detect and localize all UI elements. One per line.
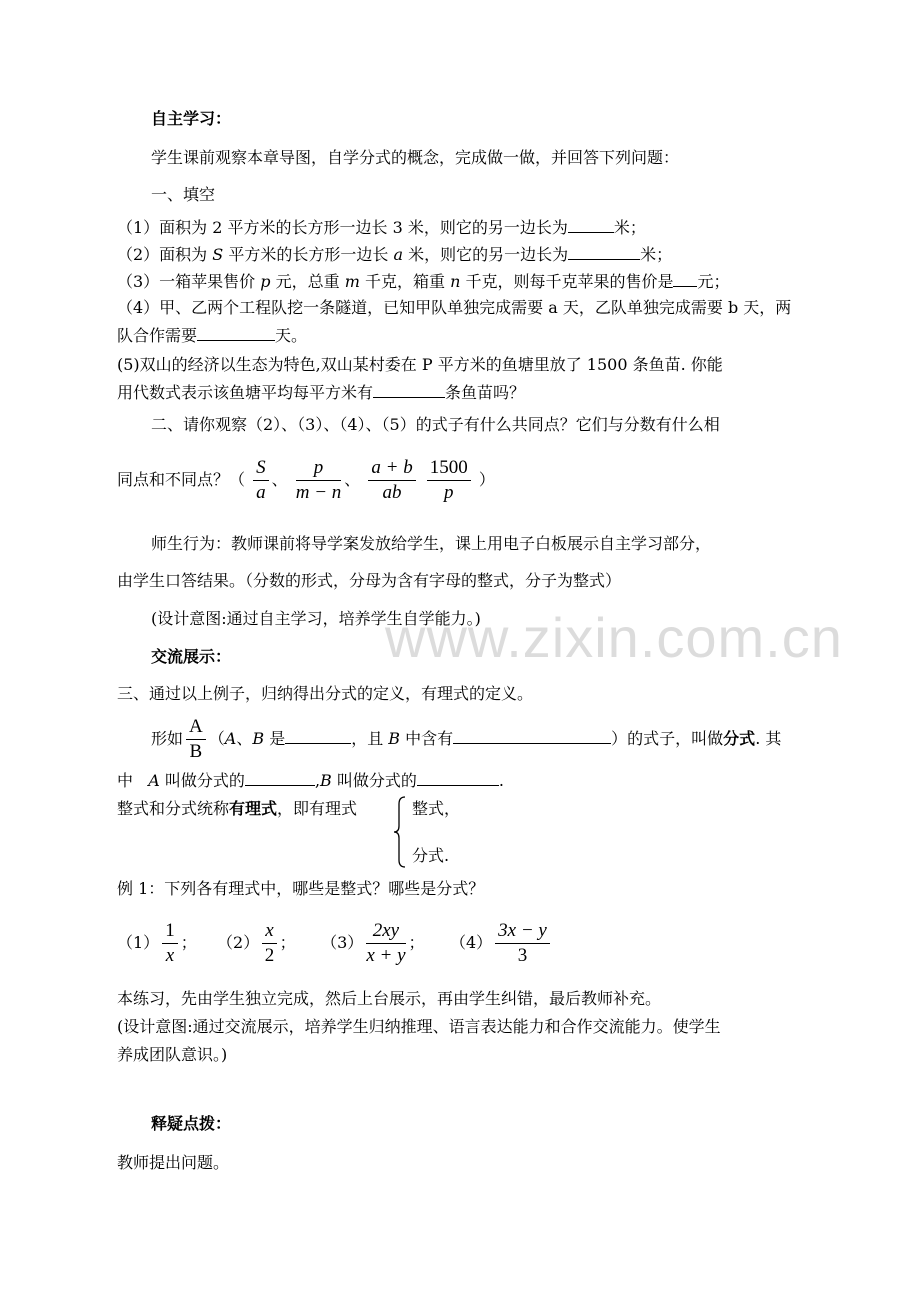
fraction-a-over-b: $\frac{A}{B}$	[186, 715, 206, 764]
question-4-line2: 队合作需要 天。	[117, 326, 308, 345]
part3-title: 三、通过以上例子，归纳得出分式的定义，有理式的定义。	[117, 684, 534, 703]
example-fraction-3: $\frac{2xy}{x + y}$	[366, 920, 406, 966]
rational-item-integral: 整式，	[412, 799, 461, 818]
watermark: www.zixin.com.cn	[385, 606, 843, 669]
fraction-1500-over-p: $\frac{1500}{p}$	[427, 456, 471, 505]
answer-blank[interactable]	[568, 243, 640, 260]
answer-blank[interactable]	[568, 216, 614, 233]
example-fraction-4: $\frac{3x - y}{3}$	[495, 919, 550, 968]
intro-text: 学生课前观察本章导图，自学分式的概念，完成做一做，并回答下列问题：	[151, 148, 680, 167]
behavior-line2: 由学生口答结果。（分数的形式，分母为含有字母的整式，分子为整式）	[117, 571, 622, 590]
question-5-line2: 用代数式表示该鱼塘平均每平方米有 条鱼苗吗？	[117, 383, 526, 402]
part2-line1: 二、请你观察（2）、（3）、（4）、（5）的式子有什么共同点？它们与分数有什么相	[151, 415, 720, 434]
example-title: 例 1：下列各有理式中，哪些是整式？哪些是分式？	[117, 879, 485, 898]
question-3: （3）一箱苹果售价 p 元，总重 m 千克，箱重 n 千克，则每千克苹果的售价是 元；	[117, 272, 730, 291]
design-intent-2-line2: 养成团队意识。)	[117, 1045, 228, 1064]
question-5-line1: (5)双山的经济以生态为特色,双山某村委在 P 平方米的鱼塘里放了 1500 条鱼苗. 你能	[117, 355, 723, 374]
rational-item-fraction: 分式.	[412, 846, 450, 865]
example-fraction-2: $\frac{x}{2}$	[262, 919, 276, 968]
answer-blank[interactable]	[453, 727, 611, 744]
brace-icon	[393, 796, 407, 868]
part1-title: 一、填空	[151, 185, 216, 204]
heading-exchange: 交流展示：	[151, 647, 232, 666]
answer-blank[interactable]	[245, 769, 315, 786]
heading-self-study: 自主学习：	[151, 109, 232, 128]
answer-blank[interactable]	[673, 270, 697, 287]
answer-blank[interactable]	[197, 324, 275, 341]
design-intent-1: (设计意图:通过自主学习，培养学生自学能力。)	[151, 609, 481, 628]
heading-explanation: 释疑点拨：	[151, 1114, 232, 1133]
question-1: （1）面积为 2 平方米的长方形一边长 3 米，则它的另一边长为 米；	[117, 218, 646, 237]
definition-line: 形如 $\frac{A}{B}$ （A、B 是 ，且 B 中含有 ）的式子，叫做分式. 其	[151, 716, 782, 762]
teacher-question: 教师提出问题。	[117, 1153, 230, 1172]
question-4-line1: （4）甲、乙两个工程队挖一条隧道，已知甲队单独完成需要 a 天，乙队单独完成需要 b 天，两	[117, 298, 792, 317]
examples-row: （1） $\frac{1}{x}$ ； （2） $\frac{x}{2}$ ； （3） $\frac{2xy}{x + y}$ ； （4） $\frac{3x - y}{3}$	[117, 916, 553, 970]
example-fraction-1: $\frac{1}{x}$	[162, 919, 178, 968]
rational-def: 整式和分式统称有理式，即有理式	[117, 799, 358, 818]
answer-blank[interactable]	[373, 381, 445, 398]
definition-line2: 中 A 叫做分式的 ,B 叫做分式的 .	[117, 771, 504, 790]
fraction-a-plus-b-over-ab: $\frac{a + b}{ab}$	[368, 456, 415, 505]
part2-line2: 同点和不同点？（ $\frac{S}{a}$ 、 $\frac{p}{m - n}$ 、 $\frac{a + b}{ab}$ $\frac{1500}{p}$ ）	[117, 457, 495, 503]
answer-blank[interactable]	[285, 727, 351, 744]
behavior-line1: 师生行为：教师课前将导学案发放给学生，课上用电子白板展示自主学习部分，	[151, 534, 712, 553]
fraction-p-over-m-minus-n: $\frac{p}{m - n}$	[295, 457, 342, 503]
answer-blank[interactable]	[417, 769, 499, 786]
practice-note: 本练习，先由学生独立完成，然后上台展示，再由学生纠错，最后教师补充。	[117, 989, 662, 1008]
fraction-s-over-a: $\frac{S}{a}$	[253, 456, 269, 505]
design-intent-2-line1: (设计意图:通过交流展示，培养学生归纳推理、语言表达能力和合作交流能力。使学生	[117, 1017, 721, 1036]
question-2: （2）面积为 S 平方米的长方形一边长 a 米，则它的另一边长为 米；	[117, 245, 673, 264]
